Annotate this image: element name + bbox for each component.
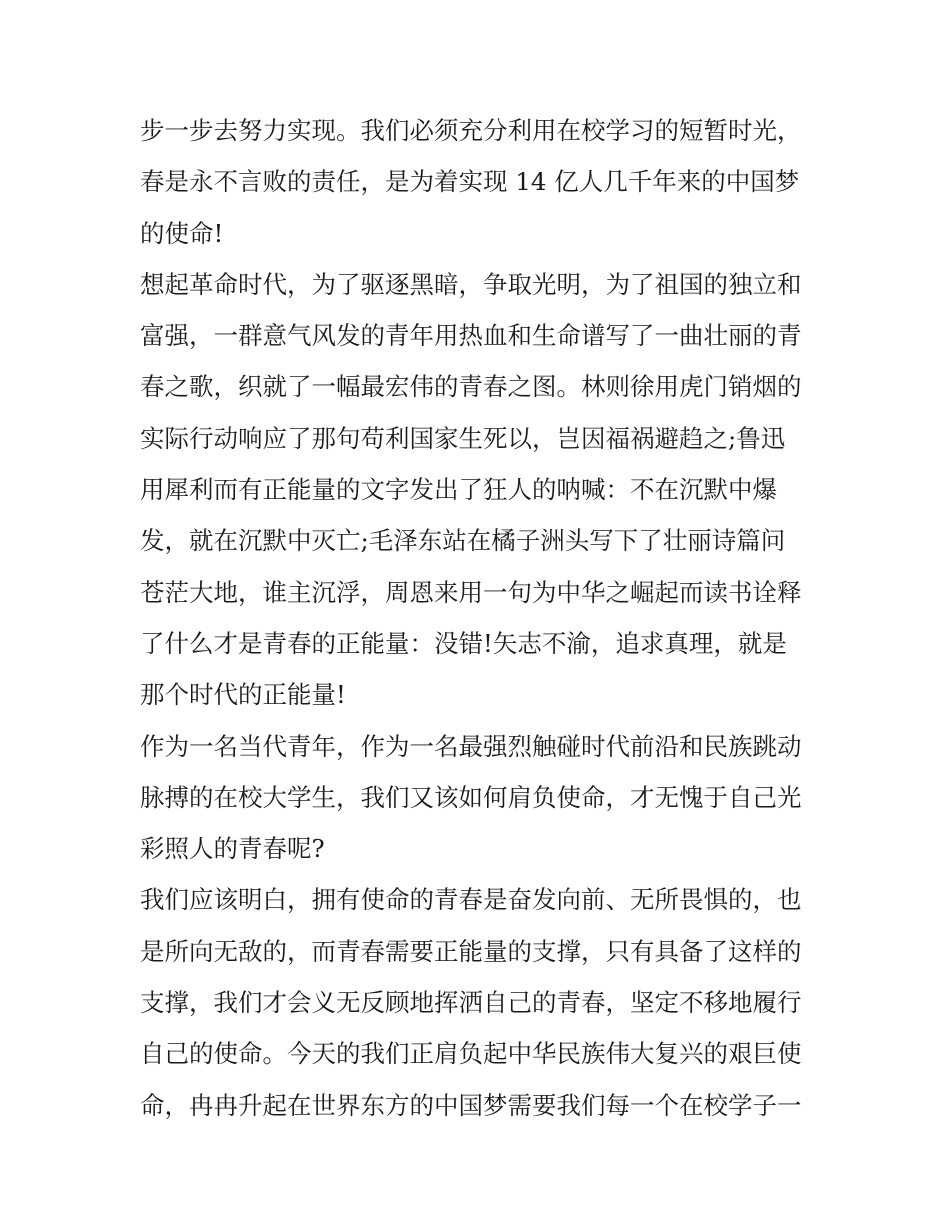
text-line: 步一步去努力实现。我们必须充分利用在校学习的短暂时光， [140,116,802,145]
text-line: 春之歌，织就了一幅最宏伟的青春之图。林则徐用虎门销烟的 [140,372,802,402]
text-line: 彩照人的青春呢? [140,834,325,864]
text-line: 富强，一群意气风发的青年用热血和生命谱写了一曲壮丽的青 [140,321,802,351]
text-line: 想起革命时代，为了驱逐黑暗，争取光明，为了祖国的独立和 [140,269,802,299]
text-line: 作为一名当代青年，作为一名最强烈触碰时代前沿和民族跳动 [140,731,802,761]
text-line: 是所向无敌的，而青春需要正能量的支撑，只有具备了这样的 [140,936,802,966]
text-line: 用犀利而有正能量的文字发出了狂人的呐喊：不在沉默中爆 [140,475,777,505]
text-line: 我们应该明白，拥有使命的青春是奋发向前、无所畏惧的，也 [140,885,802,915]
text-line: 自己的使命。今天的我们正肩负起中华民族伟大复兴的艰巨使 [140,1039,802,1069]
text-line: 脉搏的在校大学生，我们又该如何肩负使命，才无愧于自己光 [140,782,802,812]
body-text [140,105,820,1131]
text-line: 那个时代的正能量! [140,680,346,710]
text-line: 春是永不言败的责任，是为着实现 14 亿人几千年来的中国梦 [140,167,800,197]
text-line: 命，冉冉升起在世界东方的中国梦需要我们每一个在校学子一 [140,1090,802,1120]
text-line: 支撑，我们才会义无反顾地挥洒自己的青春，坚定不移地履行 [140,988,802,1018]
text-line: 发，就在沉默中灭亡;毛泽东站在橘子洲头写下了壮丽诗篇问 [140,526,786,556]
text-line: 的使命! [140,218,224,248]
text-line: 苍茫大地，谁主沉浮，周恩来用一句为中华之崛起而读书诠释 [140,577,802,607]
text-line: 了什么才是青春的正能量：没错!矢志不渝，追求真理，就是 [140,628,787,658]
text-line: 实际行动响应了那句苟利国家生死以，岂因福祸避趋之;鲁迅 [140,423,786,453]
